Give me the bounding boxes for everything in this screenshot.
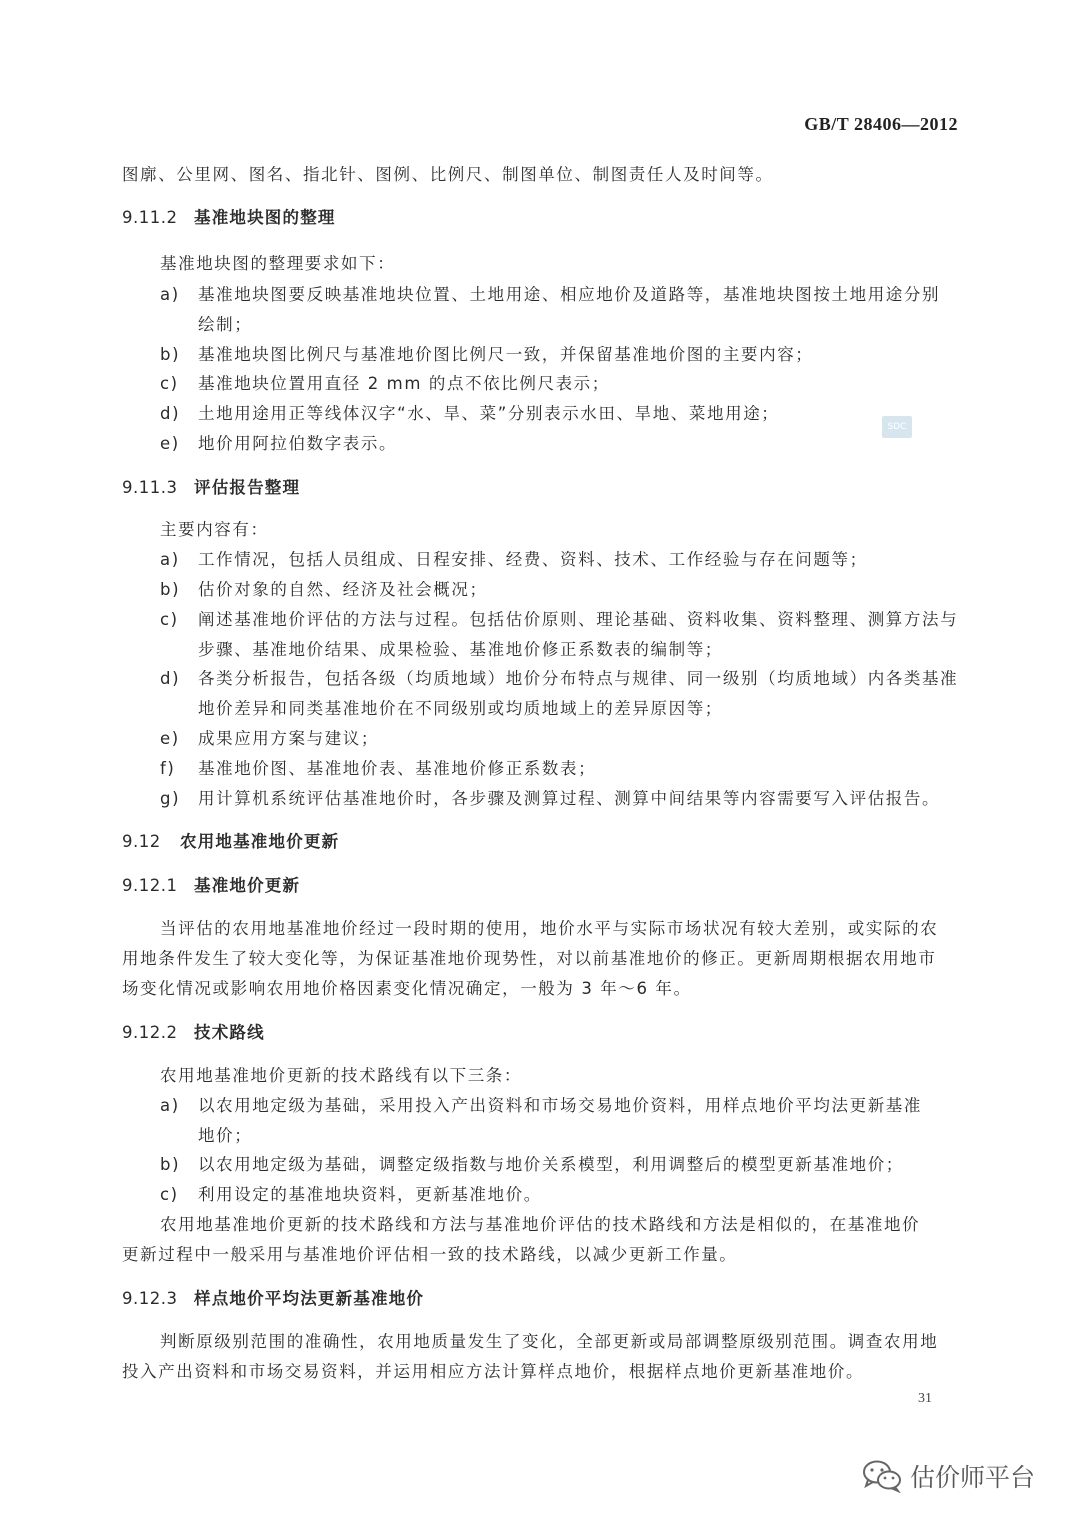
list-item: b) 基准地块图比例尺与基准地价图比例尺一致，并保留基准地价图的主要内容； [160,345,814,364]
list-item: c) 利用设定的基准地块资料，更新基准地价。 [160,1185,542,1204]
section-heading-9-12-1: 9.12.1 基准地价更新 [122,876,301,895]
paragraph-line: 图廓、公里网、图名、指北针、图例、比例尺、制图单位、制图责任人及时间等。 [122,165,774,184]
paragraph-line: 更新过程中一般采用与基准地价评估相一致的技术路线，以减少更新工作量。 [122,1245,738,1264]
section-heading-9-12: 9.12 农用地基准地价更新 [122,832,340,851]
list-item: b) 估价对象的自然、经济及社会概况； [160,580,488,599]
list-item: g) 用计算机系统评估基准地价时，各步骤及测算过程、测算中间结果等内容需要写入评估报告。 [160,789,941,808]
list-item: d) 土地用途用正等线体汉字“水、旱、菜”分别表示水田、旱地、菜地用途； [160,404,780,423]
sdc-stamp-logo: SDC [882,416,912,438]
paragraph-line: 基准地块图的整理要求如下： [160,254,396,273]
section-heading-9-11-3: 9.11.3 评估报告整理 [122,478,301,497]
paragraph-line: 主要内容有： [160,520,269,539]
list-item: e) 成果应用方案与建议； [160,729,379,748]
paragraph-line: 农用地基准地价更新的技术路线和方法与基准地价评估的技术路线和方法是相似的，在基准地价 [160,1215,921,1234]
section-heading-9-11-2: 9.11.2 基准地块图的整理 [122,208,336,227]
standard-number: GB/T 28406—2012 [804,114,958,134]
wechat-watermark [862,1458,1035,1494]
list-item: f) 基准地价图、基准地价表、基准地价修正系数表； [160,759,597,778]
paragraph-line: 农用地基准地价更新的技术路线有以下三条： [160,1066,522,1085]
section-heading-9-12-2: 9.12.2 技术路线 [122,1023,265,1042]
page-number: 31 [918,1391,932,1406]
list-item-continuation: 地价； [198,1126,253,1145]
list-item: d) 各类分析报告，包括各级（均质地域）地价分布特点与规律、同一级别（均质地域）内各类基准 [160,669,959,688]
list-item: c) 阐述基准地价评估的方法与过程。包括估价原则、理论基础、资料收集、资料整理、测算方法与 [160,610,959,629]
list-item-continuation: 步骤、基准地价结果、成果检验、基准地价修正系数表的编制等； [198,640,723,659]
list-item: a) 工作情况，包括人员组成、日程安排、经费、资料、技术、工作经验与存在问题等； [160,550,868,569]
list-item: e) 地价用阿拉伯数字表示。 [160,434,398,453]
paragraph-line: 当评估的农用地基准地价经过一段时期的使用，地价水平与实际市场状况有较大差别，或实际的农 [160,919,939,938]
list-item: a) 基准地块图要反映基准地块位置、土地用途、相应地价及道路等，基准地块图按土地用途分别 [160,285,941,304]
list-item: a) 以农用地定级为基础，采用投入产出资料和市场交易地价资料，用样点地价平均法更新基准 [160,1096,922,1115]
list-item-continuation: 绘制； [198,315,253,334]
watermark-text: 估价师平台 [910,1463,1036,1492]
list-item: b) 以农用地定级为基础，调整定级指数与地价关系模型，利用调整后的模型更新基准地价； [160,1155,904,1174]
paragraph-line: 投入产出资料和市场交易资料，并运用相应方法计算样点地价，根据样点地价更新基准地价。 [122,1362,865,1381]
paragraph-line: 用地条件发生了较大变化等，为保证基准地价现势性，对以前基准地价的修正。更新周期根据农用地市 [122,949,937,968]
section-heading-9-12-3: 9.12.3 样点地价平均法更新基准地价 [122,1289,425,1308]
wechat-icon [862,1459,902,1493]
list-item: c) 基准地块位置用直径 2 mm 的点不依比例尺表示； [160,374,610,393]
paragraph-line: 场变化情况或影响农用地价格因素变化情况确定，一般为 3 年～6 年。 [122,979,692,998]
paragraph-line: 判断原级别范围的准确性，农用地质量发生了变化，全部更新或局部调整原级别范围。调查农用地 [160,1332,939,1351]
list-item-continuation: 地价差异和同类基准地价在不同级别或均质地域上的差异原因等； [198,699,723,718]
